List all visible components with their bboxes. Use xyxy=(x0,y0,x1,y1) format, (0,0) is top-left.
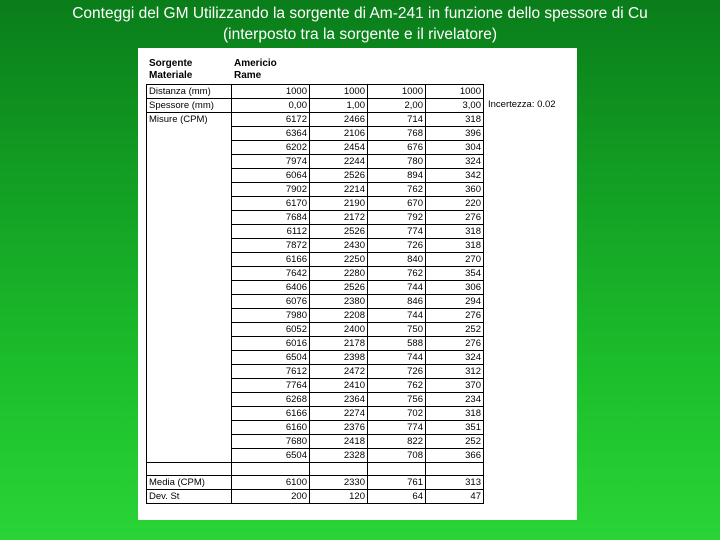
measurement-row-cell: 6268 xyxy=(232,393,310,407)
measurement-row-cell: 2526 xyxy=(310,169,368,183)
measurement-row-cell: 762 xyxy=(368,379,426,393)
measurement-row xyxy=(147,393,484,407)
measurement-row-cell: 670 xyxy=(368,197,426,211)
measurement-row-cell: 2418 xyxy=(310,435,368,449)
measurement-row-cell: 714 xyxy=(368,113,426,127)
spacer-cell xyxy=(368,463,426,476)
measurement-row-cell: 294 xyxy=(426,295,484,309)
measurement-row-label xyxy=(147,407,232,421)
distanza-row xyxy=(147,85,484,99)
measurement-row-cell: 6172 xyxy=(232,113,310,127)
measurement-row-cell: 780 xyxy=(368,155,426,169)
measurement-row-cell: 588 xyxy=(368,337,426,351)
measurement-row xyxy=(147,239,484,253)
measurement-row-label xyxy=(147,295,232,309)
devst-row-cell: 200 xyxy=(232,490,310,504)
measurement-row-cell: 792 xyxy=(368,211,426,225)
measurement-row-cell: 312 xyxy=(426,365,484,379)
measurement-row xyxy=(147,295,484,309)
measurement-row-cell: 2190 xyxy=(310,197,368,211)
spessore-row-cell: 2,00 xyxy=(368,99,426,113)
measurement-row-cell: 6504 xyxy=(232,351,310,365)
measurement-row xyxy=(147,141,484,155)
spessore-row-label: Spessore (mm) xyxy=(147,99,232,113)
measurement-row-cell: 756 xyxy=(368,393,426,407)
measurement-row xyxy=(147,169,484,183)
measurement-row-cell: 2376 xyxy=(310,421,368,435)
spessore-row-cell: 3,00 xyxy=(426,99,484,113)
measurement-row-cell: 2178 xyxy=(310,337,368,351)
measurement-row-label xyxy=(147,323,232,337)
measurement-row-label xyxy=(147,183,232,197)
measurement-row-cell: 6052 xyxy=(232,323,310,337)
measurement-row-cell: 774 xyxy=(368,421,426,435)
materiale-label: Materiale xyxy=(149,70,193,81)
measurement-row-cell: 6076 xyxy=(232,295,310,309)
measurement-row-label xyxy=(147,155,232,169)
measurement-row xyxy=(147,113,484,127)
measurement-row xyxy=(147,211,484,225)
measurement-row-cell: 2380 xyxy=(310,295,368,309)
measurement-row-cell: 2214 xyxy=(310,183,368,197)
spacer-cell xyxy=(232,463,310,476)
measurement-row-cell: 744 xyxy=(368,351,426,365)
measurement-row-cell: 2410 xyxy=(310,379,368,393)
measurement-row-label xyxy=(147,309,232,323)
measurement-row-cell: 768 xyxy=(368,127,426,141)
measurement-row-label xyxy=(147,253,232,267)
measurements-table xyxy=(146,84,484,504)
measurement-row-cell: 7872 xyxy=(232,239,310,253)
measurement-row-cell: 6504 xyxy=(232,449,310,463)
measurement-row-label xyxy=(147,239,232,253)
measurement-row-label xyxy=(147,435,232,449)
measurement-row-label xyxy=(147,379,232,393)
spessore-row-cell: 1,00 xyxy=(310,99,368,113)
measurement-row xyxy=(147,407,484,421)
measurement-row-cell: 366 xyxy=(426,449,484,463)
devst-row xyxy=(147,490,484,504)
media-row-cell: 6100 xyxy=(232,476,310,490)
measurement-row-cell: 846 xyxy=(368,295,426,309)
measurement-row-cell: 306 xyxy=(426,281,484,295)
measurement-row-cell: 370 xyxy=(426,379,484,393)
measurement-row xyxy=(147,197,484,211)
data-sheet xyxy=(138,48,577,520)
media-row-label: Media (CPM) xyxy=(147,476,232,490)
distanza-row-cell: 1000 xyxy=(426,85,484,99)
measurement-row-cell: 762 xyxy=(368,183,426,197)
measurement-row-cell: 2274 xyxy=(310,407,368,421)
materiale-value: Rame xyxy=(234,70,262,81)
measurement-row-cell: 7642 xyxy=(232,267,310,281)
measurement-row-cell: 774 xyxy=(368,225,426,239)
measurement-row-label xyxy=(147,141,232,155)
measurement-row-cell: 6064 xyxy=(232,169,310,183)
measurement-row-cell: 276 xyxy=(426,211,484,225)
measurement-row-cell: 840 xyxy=(368,253,426,267)
uncertainty-note: Incertezza: 0.02 xyxy=(488,99,556,110)
measurement-row-cell: 324 xyxy=(426,155,484,169)
measurement-row-label xyxy=(147,337,232,351)
measurement-row-cell: 318 xyxy=(426,239,484,253)
measurement-row-label xyxy=(147,225,232,239)
devst-row-cell: 120 xyxy=(310,490,368,504)
devst-row-cell: 64 xyxy=(368,490,426,504)
spessore-row xyxy=(147,99,484,113)
measurement-row-cell: 6166 xyxy=(232,253,310,267)
distanza-row-cell: 1000 xyxy=(232,85,310,99)
measurement-row-cell: 2526 xyxy=(310,225,368,239)
measurement-row-label xyxy=(147,127,232,141)
measurement-row xyxy=(147,127,484,141)
media-row-cell: 2330 xyxy=(310,476,368,490)
distanza-row-label: Distanza (mm) xyxy=(147,85,232,99)
measurement-row-cell: 726 xyxy=(368,239,426,253)
measurement-row-cell: 702 xyxy=(368,407,426,421)
media-row xyxy=(147,476,484,490)
measurement-row xyxy=(147,183,484,197)
measurement-row-cell: 318 xyxy=(426,407,484,421)
measurement-row-cell: 6166 xyxy=(232,407,310,421)
measurement-row xyxy=(147,435,484,449)
measurement-row-cell: 2466 xyxy=(310,113,368,127)
spessore-row-cell: 0,00 xyxy=(232,99,310,113)
measurement-row-cell: 6160 xyxy=(232,421,310,435)
spacer-cell xyxy=(310,463,368,476)
measurement-row-cell: 6112 xyxy=(232,225,310,239)
measurement-row-cell: 234 xyxy=(426,393,484,407)
measurement-row-label: Misure (CPM) xyxy=(147,113,232,127)
measurement-row-label xyxy=(147,281,232,295)
measurement-row-label xyxy=(147,421,232,435)
measurement-row-cell: 220 xyxy=(426,197,484,211)
measurement-row-cell: 2250 xyxy=(310,253,368,267)
measurement-row xyxy=(147,421,484,435)
devst-row-label: Dev. St xyxy=(147,490,232,504)
measurement-row-cell: 276 xyxy=(426,309,484,323)
measurement-row xyxy=(147,449,484,463)
measurement-row-cell: 360 xyxy=(426,183,484,197)
measurement-row xyxy=(147,351,484,365)
measurement-row-cell: 894 xyxy=(368,169,426,183)
sorgente-label: Sorgente xyxy=(149,58,193,69)
measurement-row-cell: 744 xyxy=(368,281,426,295)
measurement-row-label xyxy=(147,365,232,379)
measurement-row-cell: 270 xyxy=(426,253,484,267)
measurement-row xyxy=(147,225,484,239)
measurement-row-cell: 744 xyxy=(368,309,426,323)
measurement-row-cell: 6364 xyxy=(232,127,310,141)
measurement-row-cell: 7684 xyxy=(232,211,310,225)
measurement-row-cell: 750 xyxy=(368,323,426,337)
measurement-row-cell: 7764 xyxy=(232,379,310,393)
spacer-cell xyxy=(147,463,232,476)
measurement-row-cell: 2430 xyxy=(310,239,368,253)
measurement-row-cell: 726 xyxy=(368,365,426,379)
measurement-row-cell: 342 xyxy=(426,169,484,183)
measurement-row-cell: 276 xyxy=(426,337,484,351)
measurement-row-label xyxy=(147,393,232,407)
distanza-row-cell: 1000 xyxy=(368,85,426,99)
title-line-1: Conteggi del GM Utilizzando la sorgente di Am-241 in funzione dello spessore di Cu xyxy=(72,5,648,22)
media-row-cell: 761 xyxy=(368,476,426,490)
measurement-row-cell: 304 xyxy=(426,141,484,155)
measurement-row-cell: 2280 xyxy=(310,267,368,281)
measurement-row-cell: 318 xyxy=(426,225,484,239)
measurement-row-cell: 7974 xyxy=(232,155,310,169)
measurement-row xyxy=(147,267,484,281)
measurement-row-cell: 2244 xyxy=(310,155,368,169)
measurement-row-cell: 7902 xyxy=(232,183,310,197)
title-line-2: (interposto tra la sorgente e il rivelatore) xyxy=(223,26,497,43)
measurement-row xyxy=(147,309,484,323)
measurement-row-cell: 2400 xyxy=(310,323,368,337)
measurement-row-cell: 351 xyxy=(426,421,484,435)
measurement-row-cell: 252 xyxy=(426,323,484,337)
measurement-row-cell: 2472 xyxy=(310,365,368,379)
media-row-cell: 313 xyxy=(426,476,484,490)
measurement-row-cell: 762 xyxy=(368,267,426,281)
measurement-row-cell: 2398 xyxy=(310,351,368,365)
measurement-row-label xyxy=(147,197,232,211)
measurement-row-cell: 2364 xyxy=(310,393,368,407)
measurement-row xyxy=(147,365,484,379)
measurement-row-cell: 708 xyxy=(368,449,426,463)
measurement-row-cell: 324 xyxy=(426,351,484,365)
slide-title xyxy=(0,3,720,45)
measurement-row xyxy=(147,379,484,393)
sorgente-value: Americio xyxy=(234,58,277,69)
measurement-row-label xyxy=(147,211,232,225)
measurement-row xyxy=(147,281,484,295)
measurement-row-cell: 2328 xyxy=(310,449,368,463)
spacer-row xyxy=(147,463,484,476)
measurement-row-cell: 676 xyxy=(368,141,426,155)
devst-row-cell: 47 xyxy=(426,490,484,504)
measurement-row-cell: 354 xyxy=(426,267,484,281)
measurement-row-cell: 318 xyxy=(426,113,484,127)
spacer-cell xyxy=(426,463,484,476)
measurement-row-cell: 2106 xyxy=(310,127,368,141)
measurement-row-cell: 7612 xyxy=(232,365,310,379)
measurement-row-label xyxy=(147,449,232,463)
measurement-row-cell: 2526 xyxy=(310,281,368,295)
measurement-row-cell: 2172 xyxy=(310,211,368,225)
measurement-row-cell: 252 xyxy=(426,435,484,449)
measurement-row-cell: 6016 xyxy=(232,337,310,351)
measurement-row xyxy=(147,155,484,169)
measurement-row-cell: 822 xyxy=(368,435,426,449)
measurement-row-cell: 2208 xyxy=(310,309,368,323)
measurement-row-label xyxy=(147,169,232,183)
measurement-row-cell: 7680 xyxy=(232,435,310,449)
measurement-row-cell: 6170 xyxy=(232,197,310,211)
measurement-row xyxy=(147,337,484,351)
measurement-row-label xyxy=(147,351,232,365)
measurement-row-cell: 6406 xyxy=(232,281,310,295)
measurement-row-cell: 396 xyxy=(426,127,484,141)
measurement-row-cell: 2454 xyxy=(310,141,368,155)
measurement-row-label xyxy=(147,267,232,281)
measurement-row-cell: 7980 xyxy=(232,309,310,323)
distanza-row-cell: 1000 xyxy=(310,85,368,99)
measurement-row-cell: 6202 xyxy=(232,141,310,155)
measurement-row xyxy=(147,323,484,337)
measurement-row xyxy=(147,253,484,267)
